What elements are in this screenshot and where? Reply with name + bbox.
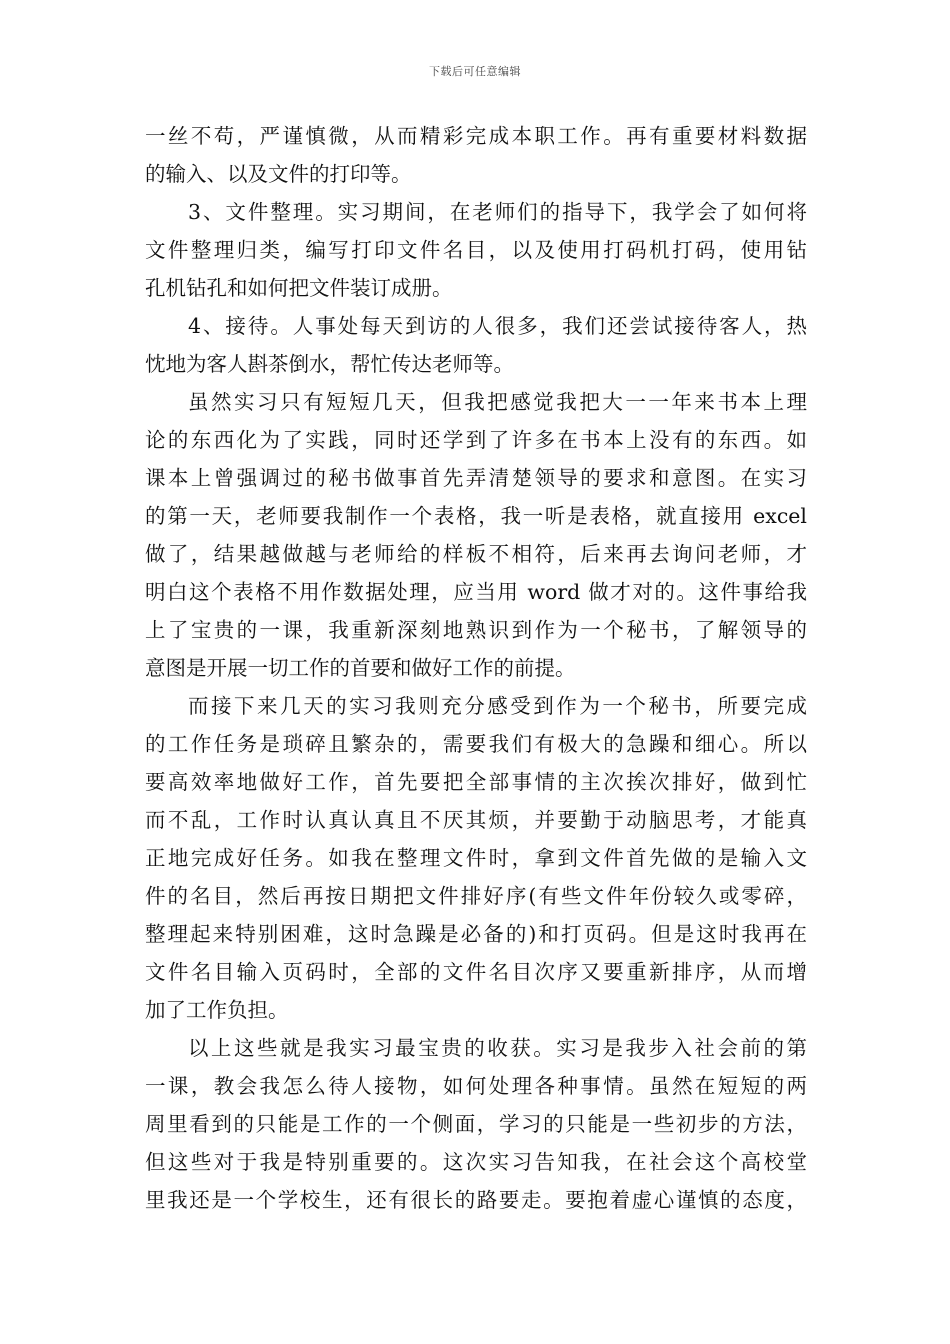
text-line: 3、文件整理。实习期间，在老师们的指导下，我学会了如何将: [188, 200, 807, 224]
text-line: 的工作任务是琐碎且繁杂的，需要我们有极大的急躁和细心。所以: [145, 732, 807, 756]
text-line: 忱地为客人斟茶倒水，帮忙传达老师等。: [145, 352, 514, 376]
document-body: [145, 117, 807, 1219]
text-line: 但这些对于我是特别重要的。这次实习告知我，在社会这个高校堂: [145, 1150, 807, 1174]
text-line: 以上这些就是我实习最宝贵的收获。实习是我步入社会前的第: [188, 1036, 807, 1060]
text-line: 加了工作负担。: [145, 998, 289, 1022]
text-line: 孔机钻孔和如何把文件装订成册。: [145, 276, 453, 300]
text-line: 一丝不苟，严谨慎微，从而精彩完成本职工作。再有重要材料数据: [145, 124, 807, 148]
text-line: 周里看到的只能是工作的一个侧面，学习的只能是一些初步的方法，: [145, 1112, 807, 1136]
text-line: 明白这个表格不用作数据处理，应当用 word 做才对的。这件事给我: [145, 580, 807, 604]
text-line: 4、接待。人事处每天到访的人很多，我们还尝试接待客人，热: [188, 314, 807, 338]
text-line: 要高效率地做好工作，首先要把全部事情的主次挨次排好，做到忙: [145, 770, 807, 794]
text-line: 文件名目输入页码时，全部的文件名目次序又要重新排序，从而增: [145, 960, 807, 984]
page-header: 下载后可任意编辑: [429, 65, 521, 78]
text-line: 上了宝贵的一课，我重新深刻地熟识到作为一个秘书，了解领导的: [145, 618, 807, 642]
text-line: 虽然实习只有短短几天，但我把感觉我把大一一年来书本上理: [188, 390, 807, 414]
text-line: 而不乱，工作时认真认真且不厌其烦，并要勤于动脑思考，才能真: [145, 808, 807, 832]
text-line: 论的东西化为了实践，同时还学到了许多在书本上没有的东西。如: [145, 428, 807, 452]
text-line: 而接下来几天的实习我则充分感受到作为一个秘书，所要完成: [188, 694, 807, 718]
text-line: 一课，教会我怎么待人接物，如何处理各种事情。虽然在短短的两: [145, 1074, 807, 1098]
text-line: 课本上曾强调过的秘书做事首先弄清楚领导的要求和意图。在实习: [145, 466, 807, 490]
text-line: 件的名目，然后再按日期把文件排好序(有些文件年份较久或零碎，: [145, 884, 807, 908]
text-line: 意图是开展一切工作的首要和做好工作的前提。: [145, 656, 576, 680]
text-line: 文件整理归类，编写打印文件名目，以及使用打码机打码，使用钻: [145, 238, 807, 262]
text-line: 的输入、以及文件的打印等。: [145, 162, 412, 186]
text-line: 整理起来特别困难，这时急躁是必备的)和打页码。但是这时我再在: [145, 922, 807, 946]
text-line: 的第一天，老师要我制作一个表格，我一听是表格，就直接用 excel: [145, 504, 807, 528]
text-line: 做了，结果越做越与老师给的样板不相符，后来再去询问老师，才: [145, 542, 807, 566]
text-line: 里我还是一个学校生，还有很长的路要走。要抱着虚心谨慎的态度，: [145, 1188, 807, 1212]
text-line: 正地完成好任务。如我在整理文件时，拿到文件首先做的是输入文: [145, 846, 807, 870]
